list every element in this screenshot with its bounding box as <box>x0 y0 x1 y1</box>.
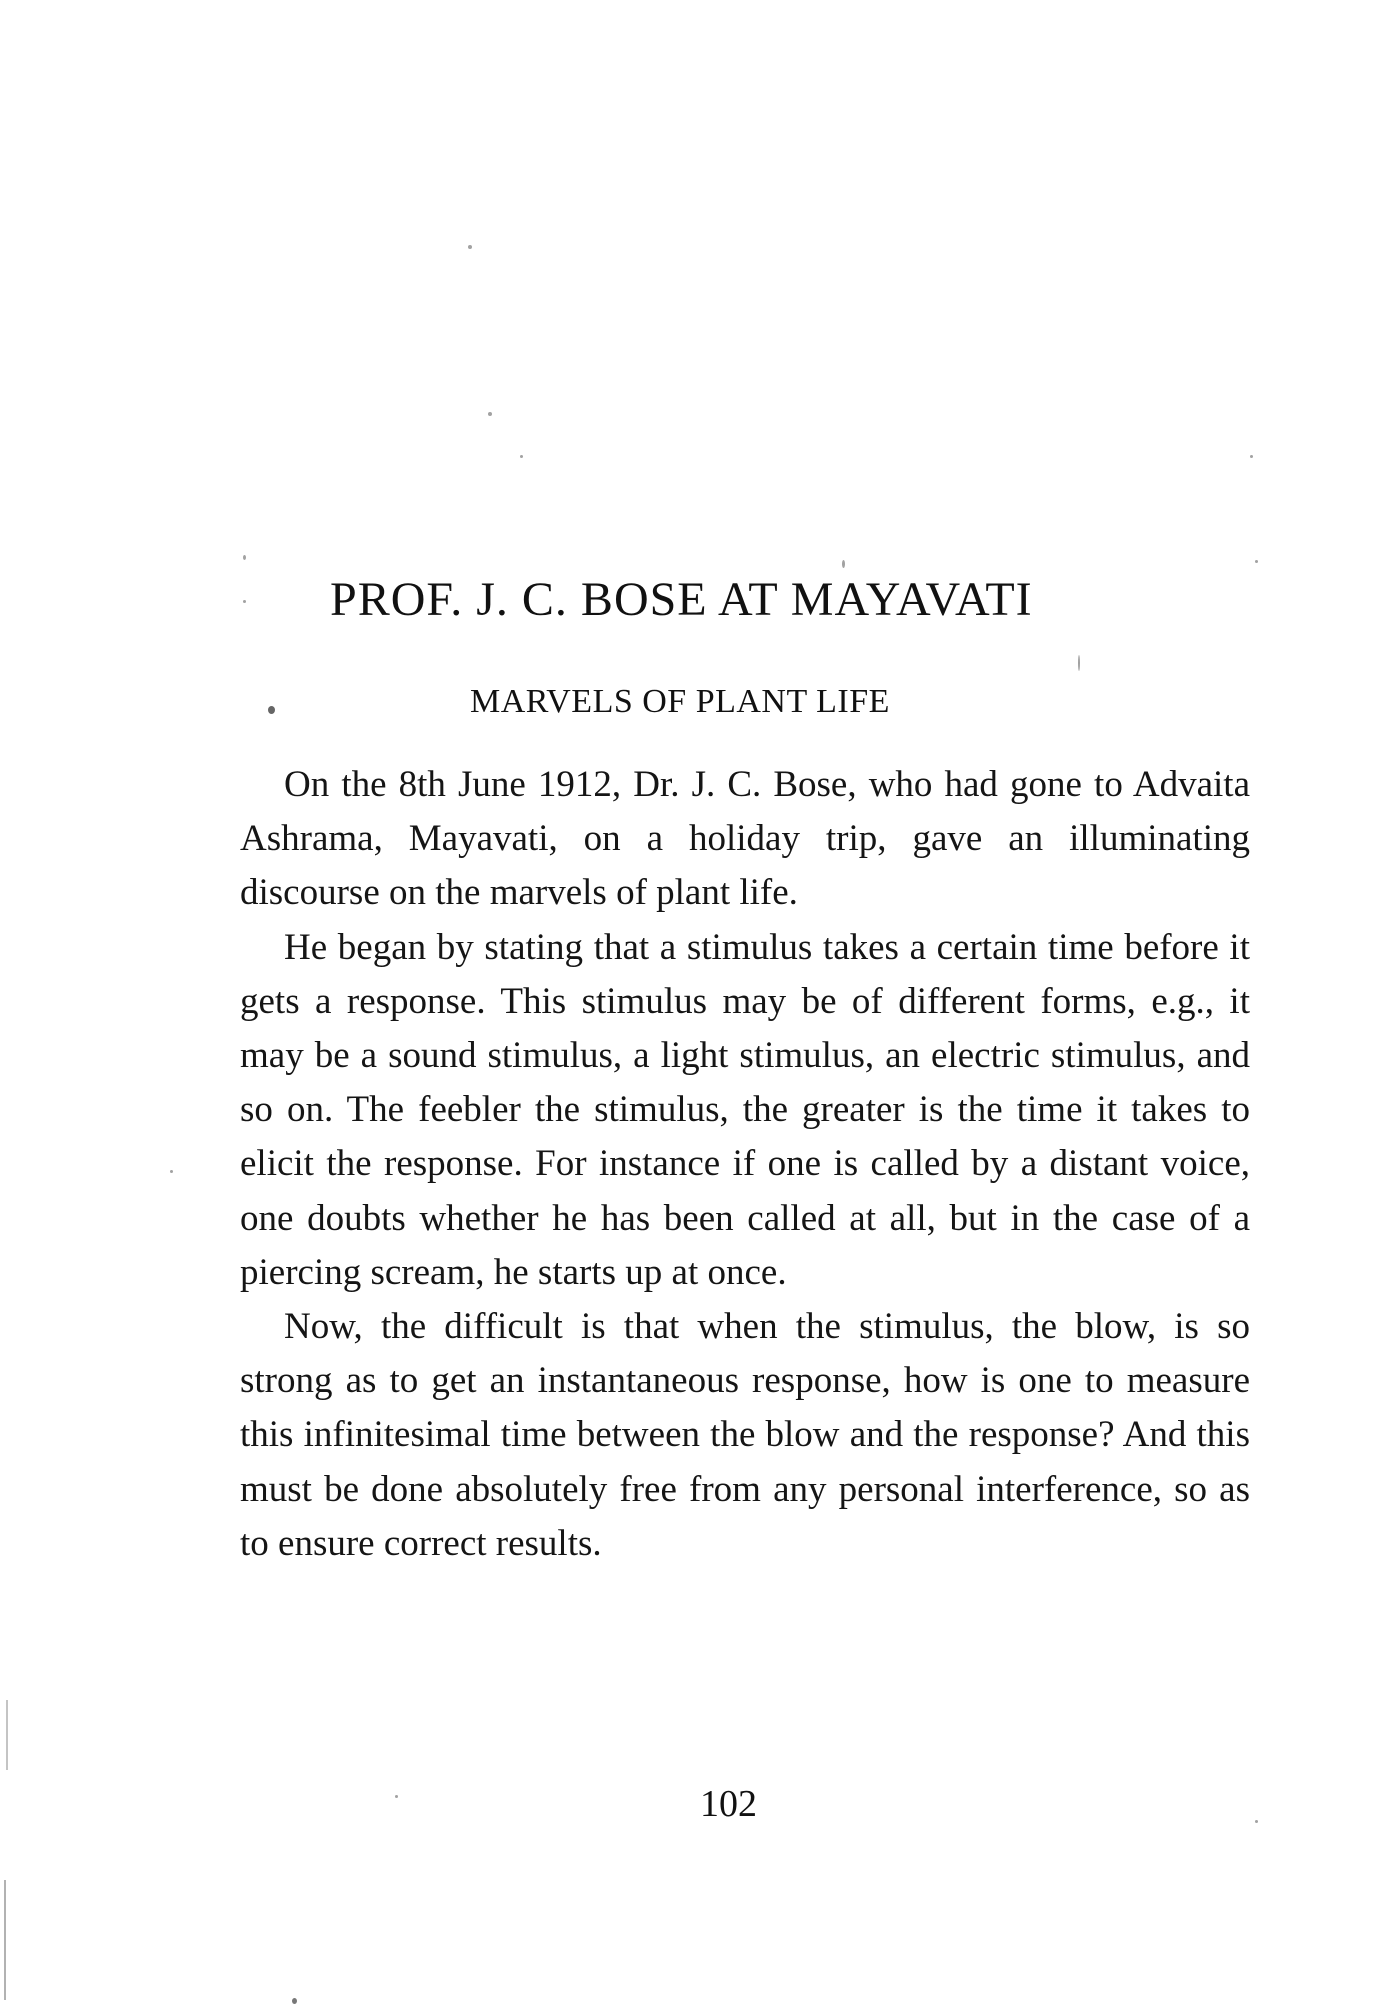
scan-speck <box>488 412 492 416</box>
scan-speck <box>4 1880 6 2000</box>
scan-speck <box>6 1700 8 1770</box>
scan-speck <box>243 555 246 560</box>
scan-speck <box>395 1795 398 1798</box>
body-text <box>240 758 1250 1571</box>
scan-speck <box>1078 655 1080 671</box>
scan-speck <box>1255 1820 1258 1823</box>
scan-speck <box>842 560 845 568</box>
chapter-title: PROF. J. C. BOSE AT MAYAVATI <box>330 573 1033 626</box>
scan-speck <box>268 706 275 714</box>
scan-speck <box>520 455 523 458</box>
chapter-subtitle: MARVELS OF PLANT LIFE <box>470 683 890 720</box>
scan-speck <box>292 1998 297 2004</box>
scan-speck <box>468 245 472 249</box>
paragraph: He began by stating that a stimulus takes a certain time before it gets a response. This stimulus may be of different forms, e.g., it may be a sound stimulus, a light stimulus, an electric stimulus, and so on. The feebler the stimulus, the greater is the time it takes to elicit the response. For instance if one is called by a distant voice, one doubts whether he has been called at all, but in the case of a piercing scream, he starts up at once. <box>240 926 1250 1293</box>
scan-speck <box>170 1170 173 1173</box>
scan-speck <box>1250 455 1253 458</box>
scan-speck <box>1255 560 1258 563</box>
scan-speck <box>243 600 246 603</box>
page-number: 102 <box>700 1783 757 1825</box>
paragraph: Now, the difficult is that when the stimulus, the blow, is so strong as to get an instantaneous response, how is one to measure this infinitesimal time between the blow and the response? And this must be done absolutely free from any personal interference, so as to ensure correct results. <box>240 1306 1250 1564</box>
paragraph: On the 8th June 1912, Dr. J. C. Bose, who had gone to Advaita Ashrama, Mayavati, on a holiday trip, gave an illuminating discourse on the marvels of plant life. <box>240 764 1250 914</box>
